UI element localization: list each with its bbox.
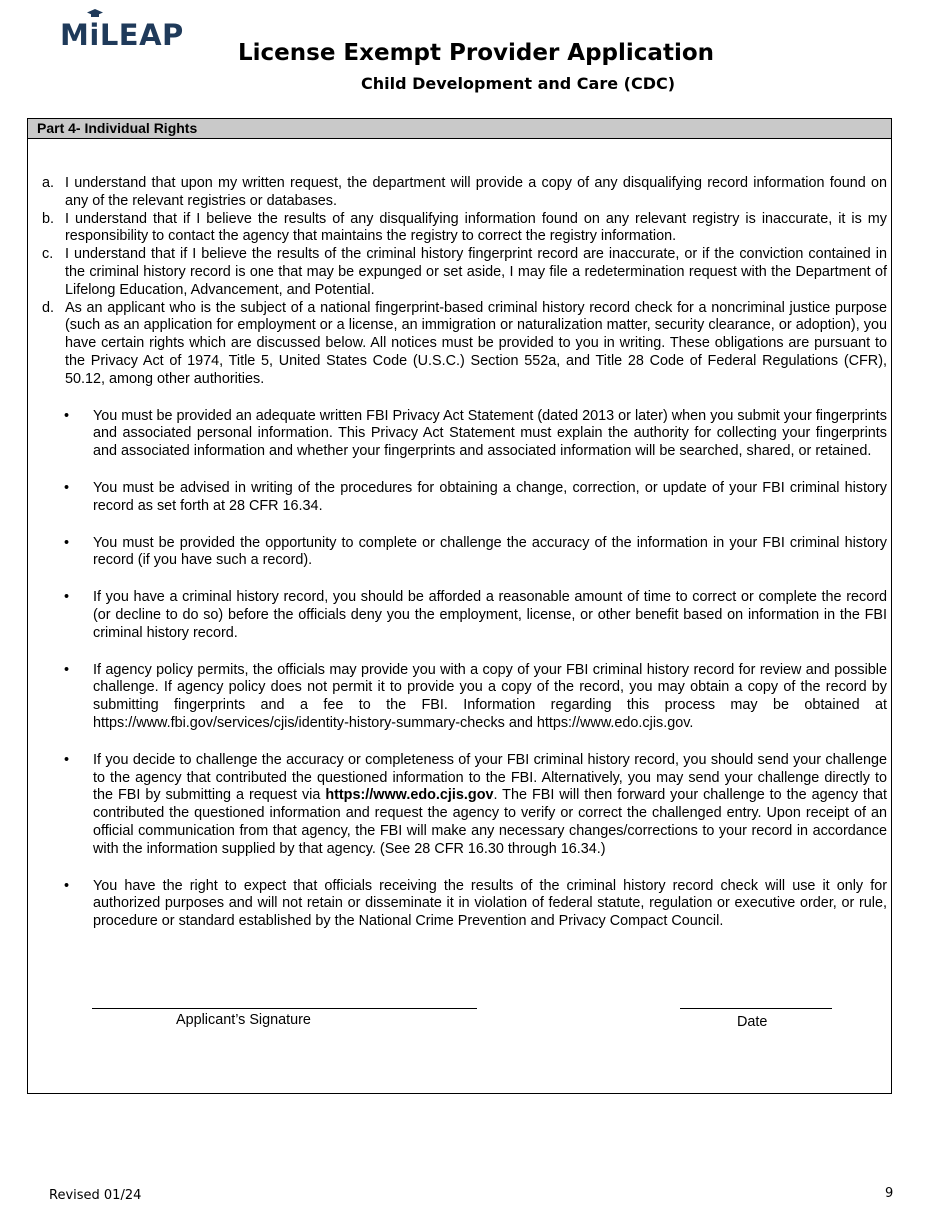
rights-item-c [42,246,887,299]
bullet-text: You must be advised in writing of the procedures for obtaining a change, correction, or update of your FBI criminal history record as set forth at 28 CFR 16.34. [93,479,887,514]
graduation-cap-icon [87,9,103,19]
edo-cjis-link: https://www.edo.cjis.gov [325,787,494,804]
document-subtitle-text: Child Development and Care (CDC) [360,74,676,93]
bullet-icon: • [64,661,70,678]
document-title [0,40,950,66]
bullet-text: You have the right to expect that officials receiving the results of the criminal history record check will use it only for authorized purposes and will not retain or disseminate it in violation of federal statute, regulation or executive order, or rule, procedure or standard established by the National Crime Prevention and Privacy Compact Council. [93,877,887,930]
individual-rights-section [27,118,892,1094]
item-text: As an applicant who is the subject of a national fingerprint-based criminal history record check for a noncriminal justice purpose (such as an application for employment or a license, an immigration or naturalization matter, security clearance, or adoption), you have certain rights which are discussed below. All notices must be provided to you in writing. These obligations are pursuant to the Privacy Act of 1974, Title 5, United States Code (U.S.C.) Section 552a, and Title 28 Code of Federal Regulations (CFR), 50.12, among other authorities. [65,299,887,387]
item-text: I understand that if I believe the results of any disqualifying information found on any relevant registry is inaccurate, it is my responsibility to contact the agency that maintains the registry to correct the registry information. [65,210,887,245]
bullet-icon: • [64,877,70,894]
item-marker: d. [42,299,55,316]
bullet-icon: • [64,751,70,768]
logo-text-leap: LEAP [99,18,184,52]
bullet-text [93,752,887,857]
bullet-item [42,589,887,642]
bullet-text: If you have a criminal history record, you should be afforded a reasonable amount of time to correct or complete the record (or decline to do so) before the officials deny you the employment, license, or other benefit based on information in the FBI criminal history record. [93,589,887,641]
bullet-item [42,878,887,931]
revision-date: Revised 01/24 [49,1188,142,1203]
item-text: I understand that if I believe the results of the criminal history fingerprint record are inaccurate, or if the conviction contained in the criminal history record is one that may be expunged or set aside, I may file a redetermination request with the Department of Lifelong Education, Advancement, and Potential. [65,246,887,298]
bullet-item [42,408,887,461]
bullet-item [42,480,887,516]
logo-text-m: M [60,18,90,52]
bullet-icon: • [64,589,70,606]
rights-item-b [42,211,887,247]
item-marker: a. [42,175,55,191]
item-text: I understand that upon my written request, the department will provide a copy of any disqualifying record information found on any of the relevant registries or databases. [65,175,887,209]
signature-label: Applicant’s Signature [176,1012,311,1028]
bullet-text-part: . The FBI will then forward your challenge to the agency that contributed the questioned information and request the agency to verify or correct the challenged entry. Upon receipt of an official communication from that agency, the FBI will make any necessary changes/corrections to your record in accordance with the information supplied by that agency. (See 28 CFR 16.30 through 16.34.) [93,787,887,857]
rights-bullet-list [42,408,887,931]
date-label: Date [737,1014,768,1030]
rights-item-d [42,300,887,389]
page-number: 9 [885,1186,894,1201]
item-marker: c. [42,246,54,263]
bullet-item [42,535,887,571]
bullet-text: You must be provided the opportunity to complete or challenge the accuracy of the information in your FBI criminal history record (if you have such a record). [93,534,887,569]
section-content [42,175,887,950]
item-marker: b. [42,210,55,227]
date-line[interactable] [680,1008,832,1009]
document-title-text: License Exempt Provider Application [237,40,714,66]
document-subtitle [0,74,950,93]
bullet-text: If agency policy permits, the officials may provide you with a copy of your FBI criminal history record for review and possible challenge. If agency policy does not permit it to provide you a copy of the record, you may obtain a copy of the record by submitting fingerprints and a fee to the FBI. Information regarding this process may be obtained at https://www.fbi.gov/services/cjis/identity-history-summary-checks and https://www.edo.cjis.gov. [93,661,887,731]
bullet-text-part: If you decide to challenge the accuracy or completeness of your FBI criminal history record, you should send your challenge to the agency that contributed the questioned information to the FBI. Alternatively, you may send your challenge directly to the FBI by submitting a request via [93,751,887,804]
bullet-text: You must be provided an adequate written FBI Privacy Act Statement (dated 2013 or later) when you submit your fingerprints and associated personal information. This Privacy Act Statement must explain the authority for collecting your fingerprints and associated information and whether your fingerprints and associated information will be searched, shared, or retained. [93,407,887,460]
signature-line[interactable] [92,1008,477,1009]
bullet-item [42,752,887,859]
logo-text-i: i [89,18,100,52]
bullet-icon: • [64,479,70,496]
bullet-icon: • [64,534,70,551]
rights-item-a [42,175,887,211]
bullet-item [42,662,887,733]
section-heading: Part 4- Individual Rights [28,119,891,139]
bullet-icon: • [64,407,70,424]
